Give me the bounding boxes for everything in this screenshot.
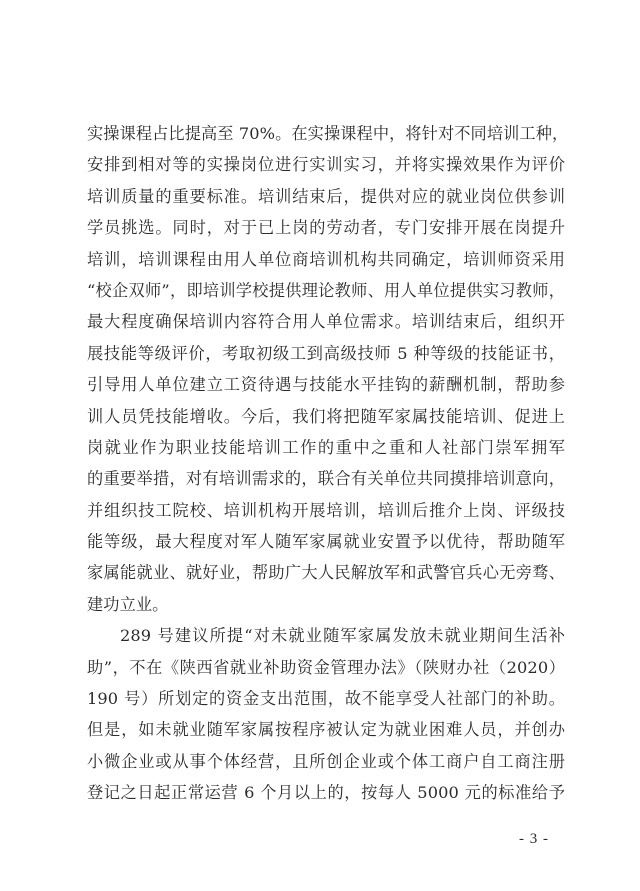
text-line: 建功立业。 [87, 594, 169, 614]
text-line: 登记之日起正常运营 6 个月以上的，按每人 5000 元的标准给予 [87, 783, 565, 803]
text-line: 训人员凭技能增收。今后，我们将把随军家属技能培训、促进上 [87, 406, 565, 426]
paragraph-start-line: 289 号建议所提“对未就业随军家属发放未就业期间生活补 [120, 626, 565, 646]
text-line: 安排到相对等的实操岗位进行实训实习，并将实操效果作为评价 [87, 155, 565, 175]
text-line: 190 号）所划定的资金支出范围，故不能享受人社部门的补助。 [87, 689, 565, 709]
text-line: 岗就业作为职业技能培训工作的重中之重和人社部门崇军拥军 [87, 437, 565, 457]
text-line: 小微企业或从事个体经营，且所创企业或个体工商户自工商注册 [87, 751, 565, 771]
body-text [87, 118, 569, 809]
text-line: 最大程度确保培训内容符合用人单位需求。培训结束后，组织开 [87, 312, 565, 332]
text-line: 助”，不在《陕西省就业补助资金管理办法》（陕财办社（2020） [87, 657, 565, 677]
page-number: - 3 - [519, 831, 549, 847]
text-line: “校企双师”，即培训学校提供理论教师、用人单位提供实习教师， [87, 280, 565, 300]
text-line: 能等级，最大程度对军人随军家属就业安置予以优待，帮助随军 [87, 532, 565, 552]
text-line: 培训质量的重要标准。培训结束后，提供对应的就业岗位供参训 [87, 186, 565, 206]
text-line: 并组织技工院校、培训机构开展培训，培训后推介上岗、评级技 [87, 500, 565, 520]
text-line: 的重要举措，对有培训需求的，联合有关单位共同摸排培训意向， [87, 469, 565, 489]
text-line: 家属能就业、就好业，帮助广大人民解放军和武警官兵心无旁骛、 [87, 563, 565, 583]
text-line: 学员挑选。同时，对于已上岗的劳动者，专门安排开展在岗提升 [87, 218, 565, 238]
text-line: 但是，如未就业随军家属按程序被认定为就业困难人员，并创办 [87, 720, 565, 740]
text-line: 展技能等级评价，考取初级工到高级技师 5 种等级的技能证书， [87, 343, 565, 363]
text-line: 培训，培训课程由用人单位商培训机构共同确定，培训师资采用 [87, 249, 565, 269]
text-line: 实操课程占比提高至 70%。在实操课程中，将针对不同培训工种， [87, 124, 569, 143]
text-line: 引导用人单位建立工资待遇与技能水平挂钩的薪酬机制，帮助参 [87, 375, 565, 395]
